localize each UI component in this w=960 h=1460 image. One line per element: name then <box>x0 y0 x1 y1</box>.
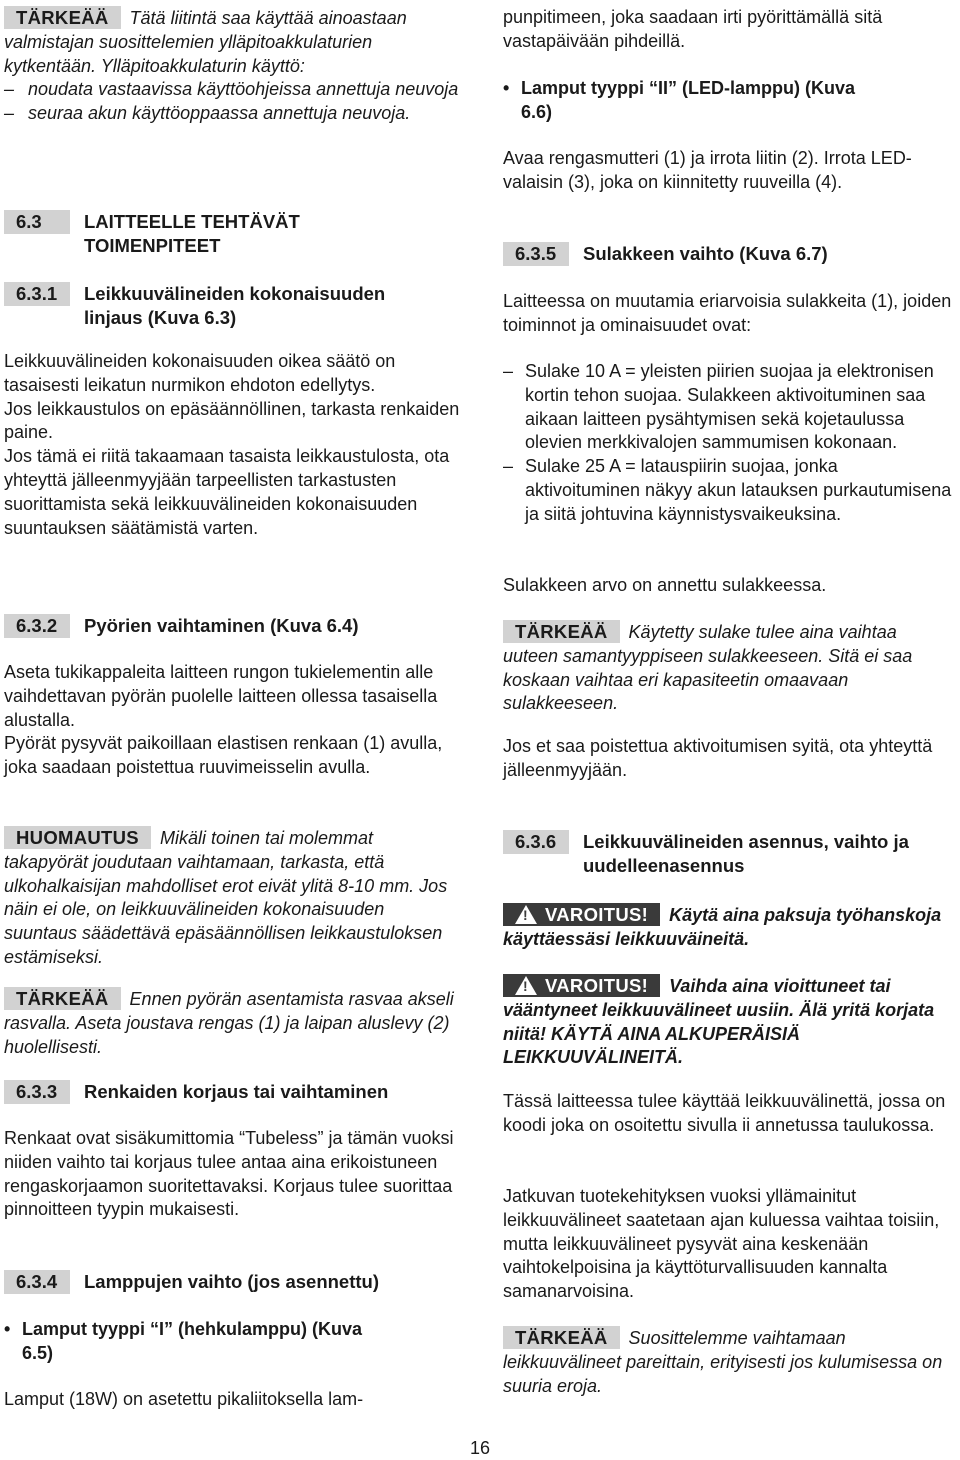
section-number: 6.3.4 <box>4 1270 70 1294</box>
important-tag: TÄRKEÄÄ <box>4 6 121 29</box>
section-body-6-3-5 <box>503 290 953 338</box>
paragraph: Jatkuvan tuotekehityksen vuoksi yllämainitut leikkuuvälineet saatetaan ajan kuluessa vaihtaa toisiin, mutta leikkuuvälineet pysyvät aina keskenään vaihtokelpoisina ja käyttöturvallisuuden kannalta samanarvoisina. <box>503 1186 940 1302</box>
important-tag: TÄRKEÄÄ <box>4 987 121 1010</box>
section-title: Pyörien vaihtaminen (Kuva 6.4) <box>84 615 359 636</box>
paragraph: Lamput (18W) on asetettu pikaliitoksella lam- <box>4 1389 364 1409</box>
bullet-lamp-type-1 <box>4 1318 462 1366</box>
fuse-value-text <box>503 574 953 598</box>
section-heading-6-3-5 <box>503 242 953 266</box>
paragraph: Jos et saa poistettua aktivoitumisen syitä, ota yhteyttä jälleenmyyjään. <box>503 736 933 780</box>
section-title: Renkaiden korjaus tai vaihtaminen <box>84 1081 389 1102</box>
important-text: Käytetty sulake tulee aina vaihtaa uuteen samantyyppiseen sulakkeeseen. Sitä ei saa koskaan vaihtaa eri kapasiteetin omaavaan sulakkeeseen. <box>503 622 913 714</box>
bullet-item: • Lamput tyyppi “II” (LED-lamppu) (Kuva 6.6) <box>503 77 881 125</box>
section-number: 6.3 <box>4 210 70 234</box>
warning-triangle-icon: ! <box>515 976 537 995</box>
important-tag: TÄRKEÄÄ <box>503 620 620 643</box>
section-number: 6.3.3 <box>4 1080 70 1104</box>
important-note-wheel <box>4 987 462 1059</box>
paragraph: Tässä laitteessa tulee käyttää leikkuuvälinettä, jossa on koodi joka on osoitettu sivulla ii annetussa taulukossa. <box>503 1091 946 1135</box>
note-text: Mikäli toinen tai molemmat takapyörät joudutaan vaihtamaan, tarkasta, että ulkohalkaisijan mahdolliset erot eivät ylitä 8-10 mm. Jos näin ei ole, on leikkuuvälineiden kokonaisuuden suuntaus säädettävä epäsäännöllisen leikkaustuloksen estämiseksi. <box>4 828 448 967</box>
fuse-item: – Sulake 10 A = yleisten piirien suojaa ja elektronisen kortin tehon suojaa. Sulakkeen aktivoituminen saa aikaan laitteen pysähtymisen sekä kojetaulussa olevien merkkivalojen sammumisen kokonaan. <box>503 360 953 455</box>
section-number: 6.3.2 <box>4 614 70 638</box>
warning-text: Vaihda aina vioittuneet tai vääntyneet leikkuuvälineet uusiin. Älä yritä korjata niitä! KÄYTÄ AINA ALKUPERÄISIÄ LEIKKUUVÄLINEITÄ. <box>503 976 935 1068</box>
section-title: Lamppujen vaihto (jos asennettu) <box>84 1271 379 1292</box>
paragraph: Jos leikkaustulos on epäsäännöllinen, tarkasta renkaiden paine. <box>4 398 460 443</box>
section-number: 6.3.1 <box>4 282 70 306</box>
section-number: 6.3.5 <box>503 242 569 266</box>
paragraph: Aseta tukikappaleita laitteen rungon tukielementin alle vaihdettavan pyörän puolelle laitteen ollessa tasaisella alustalla. <box>4 662 438 730</box>
section-body-6-3-4 <box>4 1388 462 1412</box>
bullet-lamp-type-2 <box>503 77 953 125</box>
section-title: Leikkuuvälineiden asennus, vaihto ja uudelleenasennus <box>583 831 909 876</box>
fuse-dealer-text <box>503 735 953 783</box>
section-heading-6-3-6 <box>503 830 953 878</box>
paragraph: Leikkuuvälineiden kokonaisuuden oikea säätö on tasaisesti leikatun nurmikon ehdoton edellytys. <box>4 351 396 395</box>
paragraph: Sulakkeen arvo on annettu sulakkeessa. <box>503 575 827 595</box>
section-body-6-3-3 <box>4 1127 462 1222</box>
section-heading-6-3-1 <box>4 282 462 330</box>
important-note-connector <box>4 6 462 126</box>
section-title: LAITTEELLE TEHTÄVÄT TOIMENPITEET <box>84 211 300 256</box>
blade-development-text <box>503 1185 953 1304</box>
paragraph: punpitimeen, joka saadaan irti pyörittämällä sitä vastapäivään pihdeillä. <box>503 7 883 51</box>
note-tag: HUOMAUTUS <box>4 826 151 849</box>
important-note-fuse <box>503 620 953 716</box>
warning-text: Käytä aina paksuja työhanskoja käyttäessäsi leikkuuväineitä. <box>503 905 942 949</box>
bullet-item: • Lamput tyyppi “I” (hehkulamppu) (Kuva 6.5) <box>4 1318 382 1366</box>
paragraph: Avaa rengasmutteri (1) ja irrota liitin (2). Irrota LED-valaisin (3), joka on kiinnitetty ruuveilla (4). <box>503 148 912 192</box>
section-title: Leikkuuvälineiden kokonaisuuden linjaus (Kuva 6.3) <box>84 283 386 328</box>
paragraph: Renkaat ovat sisäkumittomia “Tubeless” ja tämän vuoksi niiden vaihto tai korjaus tulee antaa aina erikoistuneen rengaskorjaamon suoritettavaksi. Korjaus tulee suorittaa pinnoitteen tyypin mukaisesti. <box>4 1128 454 1220</box>
lamp-led-instructions <box>503 147 953 195</box>
important-note-blades <box>503 1326 953 1398</box>
paragraph: Jos tämä ei riitä takaamaan tasaista leikkaustulosta, ota yhteyttä jälleenmyyjään tarpeellisten tarkastusten suorittamista sekä leikkuuvälineiden kokonaisuuden suuntauksen säätämistä varten. <box>4 446 450 538</box>
warning-tag: ! VAROITUS! <box>503 974 660 997</box>
dash-item: – seuraa akun käyttöoppaassa annettuja neuvoja. <box>4 102 462 126</box>
warning-tag: ! VAROITUS! <box>503 903 660 926</box>
section-body-6-3-1 <box>4 350 462 540</box>
important-text: Tätä liitintä saa käyttää ainoastaan valmistajan suosittelemien ylläpitoakkulaturien kytkentään. Ylläpitoakkulaturin käyttö: <box>4 8 407 76</box>
important-text: Ennen pyörän asentamista rasvaa akseli rasvalla. Aseta joustava rengas (1) ja laipan aluslevy (2) huolellisesti. <box>4 989 454 1057</box>
warning-triangle-icon: ! <box>515 905 537 924</box>
section-heading-6-3 <box>4 210 462 258</box>
page-number: 16 <box>469 1438 491 1458</box>
important-text: Suosittelemme vaihtamaan leikkuuvälineet pareittain, erityisesti jos kulumisessa on suuria eroja. <box>503 1328 943 1396</box>
fuse-list <box>503 360 953 527</box>
note-block <box>4 826 462 970</box>
section-body-6-3-2 <box>4 661 462 780</box>
paragraph: Laitteessa on muutamia eriarvoisia sulakkeita (1), joiden toiminnot ja ominaisuudet ovat: <box>503 291 952 335</box>
warning-replace-blades <box>503 974 953 1070</box>
warning-gloves <box>503 903 953 952</box>
dash-item: – noudata vastaavissa käyttöohjeissa annettuja neuvoja <box>4 78 462 102</box>
section-heading-6-3-4 <box>4 1270 462 1294</box>
fuse-item: – Sulake 25 A = latauspiirin suojaa, jonka aktivoituminen näkyy akun latauksen purkautumisena ja siitä johtuvina käynnistysvaikeuksina. <box>503 455 953 526</box>
section-title: Sulakkeen vaihto (Kuva 6.7) <box>583 243 828 264</box>
paragraph: Pyörät pysyvät paikoillaan elastisen renkaan (1) avulla, joka saadaan poistettua ruuvimeisselin avulla. <box>4 733 443 778</box>
blade-code-text <box>503 1090 953 1138</box>
lamp-text-continued <box>503 6 953 54</box>
section-number: 6.3.6 <box>503 830 569 854</box>
section-heading-6-3-2 <box>4 614 462 638</box>
important-tag: TÄRKEÄÄ <box>503 1326 620 1349</box>
section-heading-6-3-3 <box>4 1080 462 1104</box>
